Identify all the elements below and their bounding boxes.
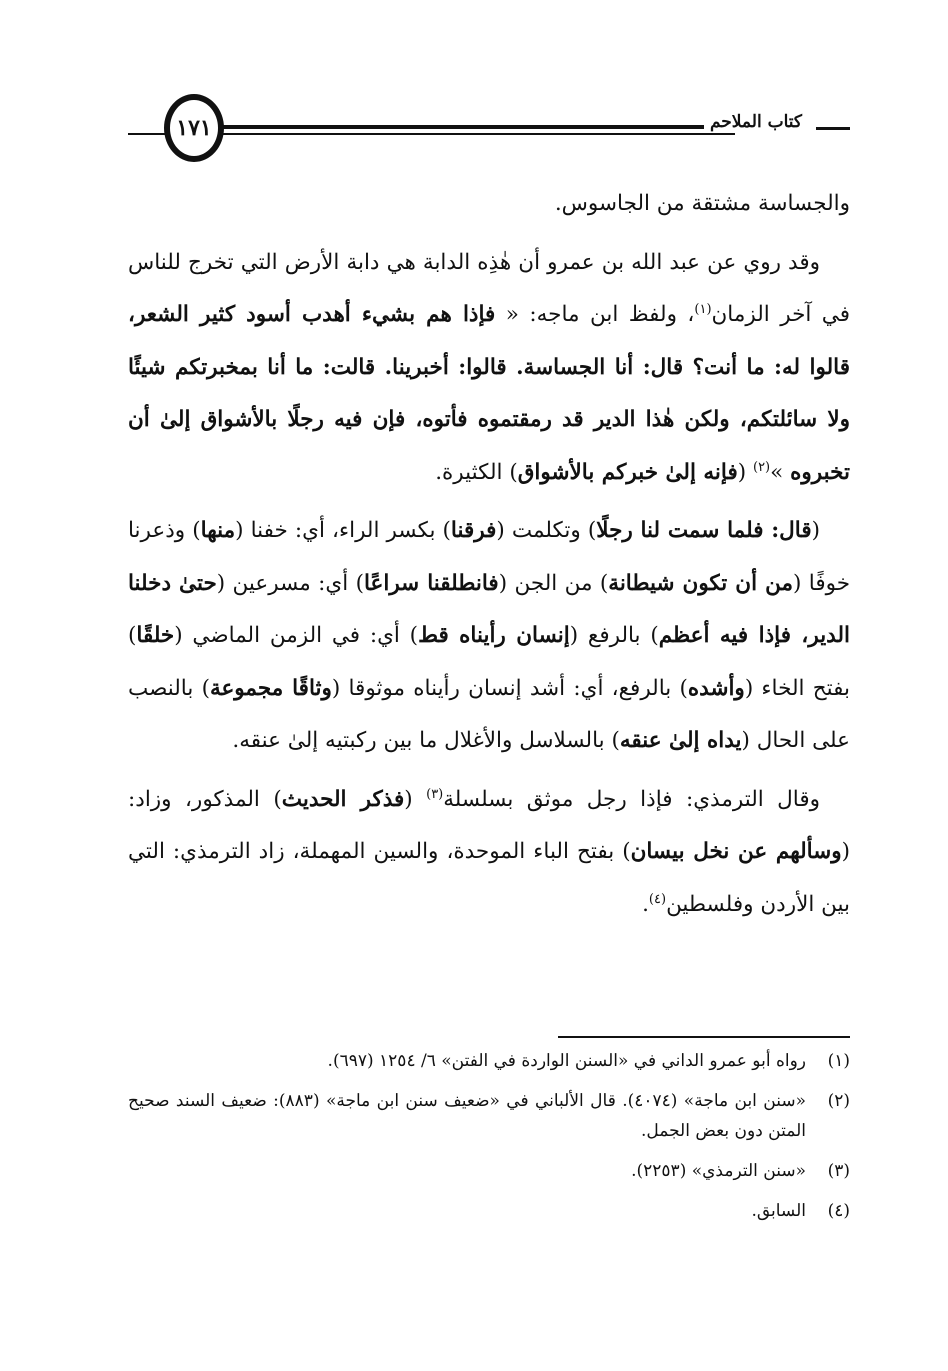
footnote-text: «سنن الترمذي» (٢٢٥٣). xyxy=(631,1161,806,1181)
text-run: » xyxy=(770,459,791,485)
text-run: ) وذعرنا خوفًا ( xyxy=(128,518,850,596)
hadith-quote: وثاقًا مجموعة xyxy=(209,675,332,701)
footnote xyxy=(128,1046,850,1076)
text-run: ) أي: مسرعين ( xyxy=(216,570,364,596)
page-number-badge xyxy=(164,94,224,162)
hadith-quote: وأشده xyxy=(687,675,745,701)
footnote-separator xyxy=(558,1036,850,1038)
text-run: ) من الجن ( xyxy=(498,570,609,596)
text-run: ) بكسر الراء، أي: خفنا ( xyxy=(235,518,451,543)
hadith-quote: منها xyxy=(200,518,236,543)
footnote-text: «سنن ابن ماجة» (٤٠٧٤). قال الألباني في «ضعيف سنن ابن ماجة» (٨٨٣): ضعيف السند صحيح المتن دون بعض الجمل. xyxy=(128,1091,806,1141)
footnote-number: (٣) xyxy=(827,1161,850,1181)
hadith-quote: إنسان رأيناه قط xyxy=(418,623,570,648)
paragraph xyxy=(128,774,850,932)
text-run: ) بفتح الخاء ( xyxy=(128,623,850,701)
footnote-marker: (٤) xyxy=(648,891,667,907)
hadith-quote: فإذا هم بشيء أهدب أسود كثير الشعر، قالوا له: ما أنت؟ قال: أنا الجساسة. قالوا: أخبرينا. قالت: ما أنا بمخبرتكم شيئًا ولا سائلتكم، ولكن هٰذا الدير قد رمقتموه فأتوه، فإن فيه رجلًا بالأشواق إلىٰ أن تخبروه xyxy=(128,302,850,485)
main-text xyxy=(128,178,850,937)
header-rule-end xyxy=(816,127,850,130)
footnote-marker: (١) xyxy=(694,301,712,317)
footnote xyxy=(128,1086,850,1146)
hadith-quote: فانطلقنا سراعًا xyxy=(363,570,499,596)
footnote-text: السابق. xyxy=(751,1201,806,1221)
text-run: ) بالرفع ( xyxy=(569,623,659,648)
hadith-quote: فذكر الحديث xyxy=(281,786,405,812)
footnote xyxy=(128,1156,850,1186)
footnotes-section xyxy=(128,1036,850,1236)
footnote xyxy=(128,1196,850,1226)
hadith-quote: يداه إلىٰ عنقه xyxy=(619,728,742,753)
footnote-text: رواه أبو عمرو الداني في «السنن الواردة في الفتن» ٦/ ١٢٥٤ (٦٩٧). xyxy=(327,1051,806,1071)
hadith-quote: فرقنا xyxy=(450,518,497,543)
paragraph xyxy=(128,178,850,231)
hadith-quote: وسألهم عن نخل بيسان xyxy=(630,839,842,864)
text-run: وقد روي عن عبد الله بن عمرو أن هٰذِه الدابة هي دابة الأرض التي تخرج للناس في آخر الزمان xyxy=(128,249,850,327)
running-header xyxy=(128,90,850,172)
text-run: ) المذكور، وزاد: ( xyxy=(128,786,850,864)
paragraph xyxy=(128,505,850,768)
text-run: ( xyxy=(737,459,753,485)
text-run: ) وتكلمت ( xyxy=(496,518,597,543)
text-run: ) أي: في الزمن الماضي ( xyxy=(174,623,419,648)
text-run: ( xyxy=(811,518,821,543)
footnote-number: (٤) xyxy=(827,1201,850,1221)
footnote-marker: (٢) xyxy=(752,459,771,475)
page-number: ١٧١ xyxy=(176,115,212,141)
hadith-quote: حتىٰ دخلنا الدير، فإذا فيه أعظم xyxy=(128,570,850,648)
hadith-quote: من أن تكون شيطانة xyxy=(608,570,793,596)
footnote-marker: (٣) xyxy=(426,786,444,802)
text-run: ) بالنصب على الحال ( xyxy=(128,675,850,753)
hadith-quote: فإنه إلىٰ خبركم بالأشواق xyxy=(517,459,738,485)
paragraph xyxy=(128,237,850,500)
footnote-number: (٢) xyxy=(827,1091,850,1111)
text-run: ) بالرفع، أي: أشد إنسان رأيناه موثوقا ( xyxy=(331,675,688,701)
text-run: ) بالسلاسل والأغلال ما بين ركبتيه إلىٰ عنقه. xyxy=(232,728,620,753)
text-run: . xyxy=(642,891,649,917)
chapter-title: كتاب الملاحم xyxy=(704,112,808,132)
text-run: ( xyxy=(404,786,427,812)
text-run: ) بفتح الباء الموحدة، والسين المهملة، زاد الترمذي: التي بين الأردن وفلسطين xyxy=(128,839,850,917)
text-run: ، ولفظ ابن ماجه: « xyxy=(495,302,695,327)
footnote-number: (١) xyxy=(827,1051,850,1071)
hadith-quote: قال: فلما سمت لنا رجلًا xyxy=(596,518,812,543)
text-run: وقال الترمذي: فإذا رجل موثق بسلسلة xyxy=(443,786,820,812)
header-rule-thick xyxy=(218,125,735,129)
text-run: والجساسة مشتقة من الجاسوس. xyxy=(554,191,850,216)
text-run: ) الكثيرة. xyxy=(435,459,518,485)
hadith-quote: خلقًا xyxy=(136,623,175,648)
footnote-list xyxy=(128,1046,850,1226)
